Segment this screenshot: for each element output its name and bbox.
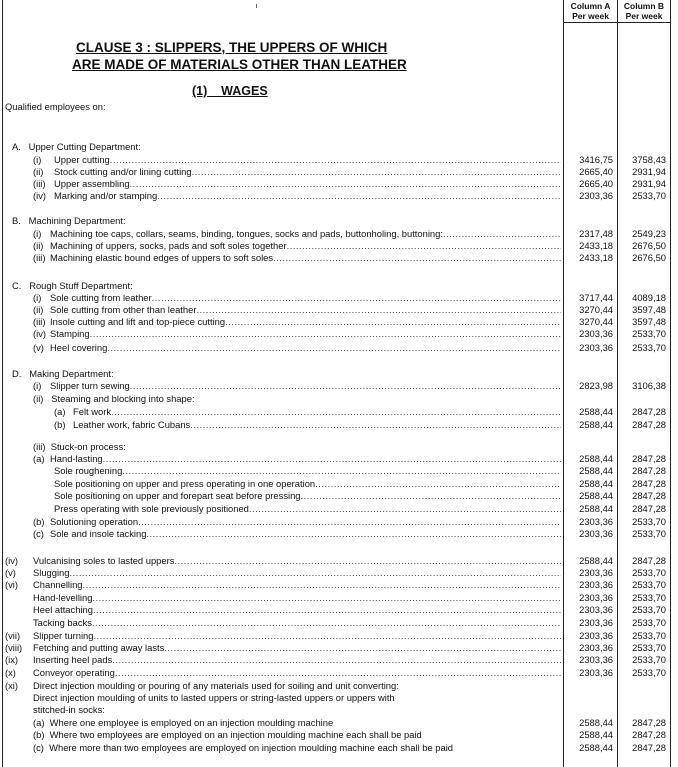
dot-leader	[273, 252, 561, 263]
dot-leader	[103, 453, 561, 464]
dot-leader	[225, 316, 561, 327]
column-a-value: 2588,44	[579, 490, 613, 501]
column-a-value: 2303,36	[579, 642, 613, 653]
dot-leader	[249, 503, 561, 514]
row-label: Vulcanising soles to lasted uppers	[33, 555, 175, 566]
row-label: Hand-lasting	[50, 453, 103, 464]
column-a-value: 2588,44	[579, 555, 613, 566]
column-a-value: 2588,44	[579, 717, 613, 728]
row-label: Upper cutting	[54, 154, 110, 165]
row-label: Sole positioning on upper and press operating in one operation	[54, 478, 316, 489]
dot-leader	[111, 406, 561, 417]
column-b-value: 2533,70	[632, 630, 666, 641]
row-label-with-leader	[50, 380, 561, 391]
row-label: Sole and insole tacking	[50, 528, 147, 539]
row-label: Sole positioning on upper and forepart seat before pressing	[54, 490, 301, 501]
row-marker: (i)	[33, 380, 42, 391]
row-marker: (i)	[33, 228, 42, 239]
column-a-value: 2303,36	[579, 654, 613, 665]
row-marker: (ii) Steaming and blocking into shape:	[33, 393, 195, 404]
dot-leader	[146, 528, 561, 539]
dot-leader	[192, 166, 561, 177]
column-b-value: 2533,70	[632, 516, 666, 527]
row-label-with-leader	[50, 292, 561, 303]
dot-leader	[107, 342, 561, 353]
row-label-with-leader	[50, 453, 561, 464]
row-label-with-leader	[50, 304, 561, 315]
row-marker: (iii)	[33, 178, 46, 189]
row-marker: (iii)	[33, 252, 46, 263]
row-label: Slipper turning	[33, 630, 94, 641]
row-label-with-leader	[54, 490, 561, 501]
dot-leader	[174, 555, 561, 566]
dot-leader	[130, 380, 561, 391]
dot-leader	[122, 465, 561, 476]
column-a-value: 2317,48	[579, 228, 613, 239]
row-marker: (iv)	[5, 555, 19, 566]
row-label: Stamping	[50, 328, 90, 339]
row-label-with-leader	[50, 328, 561, 339]
dot-leader	[93, 604, 561, 615]
column-b-value: 2533,70	[632, 342, 666, 353]
row-label-with-leader	[73, 419, 561, 430]
column-a-value: 2303,36	[579, 667, 613, 678]
row-label-with-leader	[54, 465, 561, 476]
column-b-value: 2533,70	[632, 579, 666, 590]
row-label: Solutioning operation	[50, 516, 139, 527]
column-b-unit: Per week	[625, 11, 663, 21]
column-a-value: 3717,44	[579, 292, 613, 303]
dot-leader	[315, 478, 561, 489]
row-label: Sole roughening	[54, 465, 123, 476]
column-a-value: 2433,18	[579, 240, 613, 251]
row-label: Hand-levelling	[33, 592, 93, 603]
row-label-with-leader	[54, 190, 561, 201]
intro-text: Qualified employees on:	[5, 101, 106, 112]
row-label: Tacking backs	[33, 617, 92, 628]
row-label-with-leader	[73, 406, 561, 417]
left-border	[2, 0, 3, 767]
row-marker: (vi)	[5, 579, 19, 590]
dot-leader	[130, 178, 561, 189]
row-label: Direct injection moulding or pouring of any materials used for soiling and unit converting:	[33, 680, 399, 691]
row-label-with-leader	[33, 667, 561, 678]
row-label: Machining of uppers, socks, pads and soft soles together	[50, 240, 287, 251]
dot-leader	[196, 304, 561, 315]
row-label-with-leader	[54, 478, 561, 489]
column-a-value: 3270,44	[579, 316, 613, 327]
row-marker: (viii)	[5, 642, 23, 653]
column-a-value: 2303,36	[579, 579, 613, 590]
column-a-value: 2588,44	[579, 729, 613, 740]
row-marker: A. Upper Cutting Department:	[12, 141, 141, 152]
row-marker: (i)	[33, 154, 42, 165]
row-label: Leather work, fabric Cubans	[73, 419, 191, 430]
column-b-value: 2847,28	[632, 729, 666, 740]
column-a-value: 2665,40	[579, 166, 613, 177]
row-label-with-leader	[50, 252, 561, 263]
dot-leader	[115, 667, 561, 678]
row-label: Machining elastic bound edges of uppers to soft soles	[50, 252, 274, 263]
row-marker: (a) Where one employee is employed on an injection moulding machine	[33, 717, 334, 728]
row-label-with-leader	[33, 579, 561, 590]
dot-leader	[83, 579, 561, 590]
dot-leader	[90, 328, 561, 339]
row-label-with-leader	[50, 516, 561, 527]
column-b-value: 2549,23	[632, 228, 666, 239]
row-label: Marking and/or stamping	[54, 190, 158, 201]
row-label-with-leader	[50, 528, 561, 539]
row-marker: (xi)	[5, 680, 19, 691]
row-label: Felt work	[73, 406, 112, 417]
column-b-value: 2676,50	[632, 252, 666, 263]
row-label-with-leader	[54, 166, 561, 177]
row-label-with-leader	[54, 154, 561, 165]
wages-subheading: (1) WAGES	[192, 84, 268, 98]
column-a-value: 2588,44	[579, 503, 613, 514]
dot-leader	[70, 567, 562, 578]
row-marker: (ii)	[33, 240, 44, 251]
row-label-with-leader	[50, 316, 561, 327]
row-label-with-leader	[50, 240, 561, 251]
column-a-value: 2588,44	[579, 453, 613, 464]
column-b-value: 2847,28	[632, 490, 666, 501]
row-label: Slugging	[33, 567, 70, 578]
column-b-value: 3106,38	[632, 380, 666, 391]
column-a-value: 2303,36	[579, 342, 613, 353]
row-label: Sole cutting from other than leather	[50, 304, 197, 315]
column-b-value: 2847,28	[632, 503, 666, 514]
row-marker: B. Machining Department:	[12, 215, 126, 226]
column-a-value: 2303,36	[579, 604, 613, 615]
row-label: Fetching and putting away lasts	[33, 642, 165, 653]
column-a-value: 2588,44	[579, 742, 613, 753]
top-tick	[256, 4, 257, 8]
row-marker: (v)	[33, 342, 44, 353]
column-b-value: 2533,70	[632, 617, 666, 628]
column-b-value: 2847,28	[632, 717, 666, 728]
row-label-with-leader	[33, 617, 561, 628]
row-marker: (iii)	[33, 316, 46, 327]
clause-title-line-1: CLAUSE 3 : SLIPPERS, THE UPPERS OF WHICH	[76, 40, 388, 55]
column-b-value: 2533,70	[632, 642, 666, 653]
dot-leader	[92, 617, 561, 628]
column-b-value: 2847,28	[632, 406, 666, 417]
column-a-value: 2433,18	[579, 252, 613, 263]
column-b-value: 2847,28	[632, 555, 666, 566]
dot-leader	[92, 592, 561, 603]
row-marker: (v)	[5, 567, 16, 578]
row-label-with-leader	[33, 654, 561, 665]
row-label: Inserting heel pads	[33, 654, 113, 665]
row-label: Conveyor operating	[33, 667, 115, 678]
row-marker: (x)	[5, 667, 16, 678]
column-a-value: 2303,36	[579, 328, 613, 339]
column-b-value: 2931,94	[632, 178, 666, 189]
row-marker: (ii)	[33, 304, 44, 315]
column-b-value: 2533,70	[632, 190, 666, 201]
right-border	[670, 0, 671, 767]
row-label: Upper assembling	[54, 178, 130, 189]
column-a-value: 3270,44	[579, 304, 613, 315]
row-label: Heel covering	[50, 342, 108, 353]
row-label: Heel attaching	[33, 604, 93, 615]
row-label-with-leader	[50, 228, 561, 239]
row-marker: (b) Where two employees are employed on an injection moulding machine each shall be paid	[33, 729, 422, 740]
column-b-value: 2533,70	[632, 567, 666, 578]
column-a-value: 2588,44	[579, 465, 613, 476]
row-marker: stitched-in socks:	[33, 704, 105, 715]
row-marker: (b)	[33, 516, 45, 527]
row-label: Stock cutting and/or lining cutting	[54, 166, 192, 177]
column-a-value: 2588,44	[579, 406, 613, 417]
column-a-header	[564, 1, 617, 21]
dot-leader	[190, 419, 561, 430]
column-b-value: 2847,28	[632, 742, 666, 753]
column-a-value: 2823,98	[579, 380, 613, 391]
row-label-with-leader	[33, 555, 561, 566]
column-b-value: 4089,18	[632, 292, 666, 303]
row-label-with-leader	[33, 592, 561, 603]
column-a-value: 2588,44	[579, 419, 613, 430]
dot-leader	[112, 654, 561, 665]
row-label: Machining toe caps, collars, seams, binding, tongues, socks and pads, buttonholing, buttoning:	[50, 228, 443, 239]
column-b-value: 3597,48	[632, 316, 666, 327]
row-marker: (c)	[33, 528, 44, 539]
row-label: Slipper turn sewing	[50, 380, 130, 391]
dot-leader	[138, 516, 561, 527]
dot-leader	[301, 490, 561, 501]
row-marker: (b)	[54, 419, 66, 430]
row-marker: (ii)	[33, 166, 44, 177]
dot-leader	[152, 292, 561, 303]
column-b-value: 2533,70	[632, 654, 666, 665]
row-marker: (ix)	[5, 654, 19, 665]
row-label-with-leader	[33, 604, 561, 615]
row-marker: Direct injection moulding of units to lasted uppers or string-lasted uppers or uppers with	[33, 692, 395, 703]
row-label-with-leader	[33, 567, 561, 578]
row-label: Press operating with sole previously positioned	[54, 503, 249, 514]
column-a-value: 2303,36	[579, 617, 613, 628]
row-label: Sole cutting from leather	[50, 292, 152, 303]
column-a-value: 2303,36	[579, 528, 613, 539]
row-marker: (iii) Stuck-on process:	[33, 441, 126, 452]
header-rule	[563, 22, 671, 23]
dot-leader	[443, 228, 561, 239]
column-a-value: 2303,36	[579, 592, 613, 603]
column-a-value: 2588,44	[579, 478, 613, 489]
row-marker: (iv)	[33, 190, 47, 201]
row-marker: (i)	[33, 292, 42, 303]
column-a-value: 2303,36	[579, 567, 613, 578]
column-b-value: 2847,28	[632, 419, 666, 430]
column-a-value: 2303,36	[579, 630, 613, 641]
column-b-value: 2533,70	[632, 528, 666, 539]
column-a-value: 2303,36	[579, 190, 613, 201]
row-marker: C. Rough Stuff Department:	[12, 280, 133, 291]
column-a-value: 3416,75	[579, 154, 613, 165]
column-b-header	[618, 1, 670, 21]
row-marker: (iv)	[33, 328, 47, 339]
column-b-value: 2533,70	[632, 592, 666, 603]
column-a-unit: Per week	[572, 11, 609, 21]
column-b-value: 2931,94	[632, 166, 666, 177]
dot-leader	[110, 154, 561, 165]
column-b-value: 3758,43	[632, 154, 666, 165]
clause-title-line-2: ARE MADE OF MATERIALS OTHER THAN LEATHER	[72, 57, 407, 72]
column-a-title: Column A	[570, 1, 611, 11]
dot-leader	[164, 642, 561, 653]
column-a-value: 2303,36	[579, 516, 613, 527]
row-label-with-leader	[54, 503, 561, 514]
row-marker: (vii)	[5, 630, 21, 641]
column-b-title: Column B	[623, 1, 665, 11]
row-label-with-leader	[33, 630, 561, 641]
row-label: Insole cutting and lift and top-piece cutting	[50, 316, 226, 327]
column-b-value: 3597,48	[632, 304, 666, 315]
dot-leader	[93, 630, 561, 641]
row-marker: (c) Where more than two employees are employed on injection moulding machine each shall be paid	[33, 742, 454, 753]
column-b-value: 2847,28	[632, 465, 666, 476]
column-b-value: 2533,70	[632, 328, 666, 339]
row-marker: (a)	[54, 406, 66, 417]
column-b-value: 2847,28	[632, 478, 666, 489]
column-a-value: 2665,40	[579, 178, 613, 189]
column-b-value: 2533,70	[632, 667, 666, 678]
row-label-with-leader	[50, 342, 561, 353]
dot-leader	[287, 240, 561, 251]
column-b-value: 2676,50	[632, 240, 666, 251]
row-label-with-leader	[33, 642, 561, 653]
row-label-with-leader	[54, 178, 561, 189]
row-marker: D. Making Department:	[12, 368, 114, 379]
row-label: Channelling	[33, 579, 83, 590]
row-marker: (a)	[33, 453, 45, 464]
column-b-value: 2847,28	[632, 453, 666, 464]
dot-leader	[157, 190, 561, 201]
column-b-value: 2533,70	[632, 604, 666, 615]
